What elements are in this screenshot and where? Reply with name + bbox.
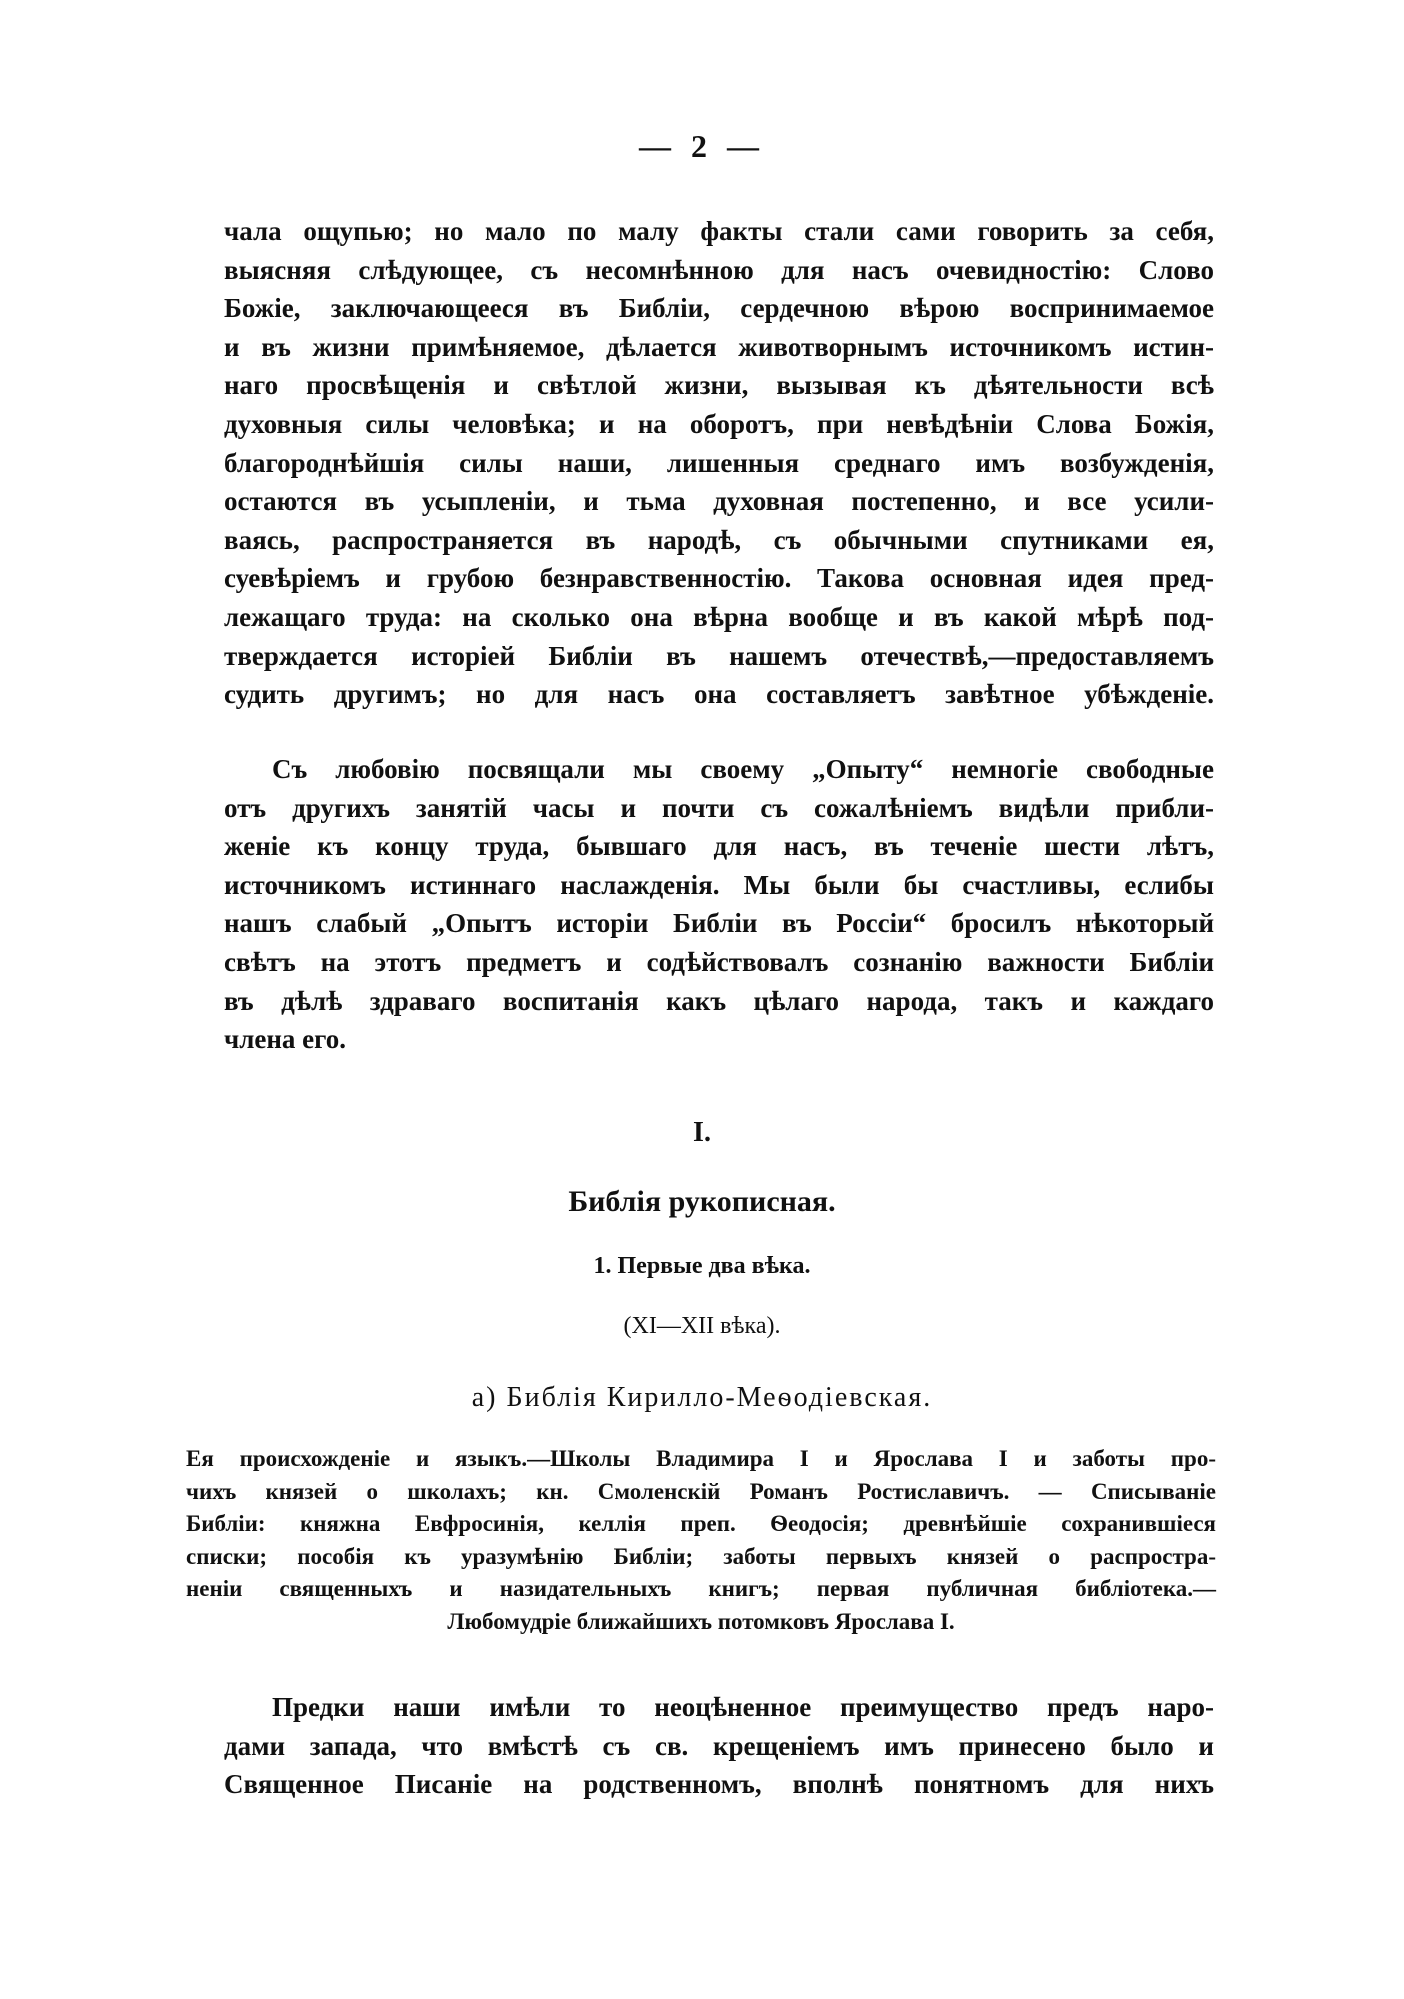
text-line: духовныя силы человѣка; и на оборотъ, при невѣдѣніи Слова Божія, — [224, 408, 1214, 439]
summary-line: Ея происхожденіе и языкъ.—Школы Владимира I и Ярослава I и заботы про- — [186, 1446, 1216, 1471]
text-line: суевѣріемъ и грубою безнравственностію. Такова основная идея пред- — [224, 563, 1214, 594]
text-line: лежащаго труда: на сколько она вѣрна вообще и въ какой мѣрѣ под- — [224, 601, 1214, 632]
text-line: Божіе, заключающееся въ Библіи, сердечною вѣрою воспринимаемое — [224, 293, 1214, 324]
text-line: наго просвѣщенія и свѣтлой жизни, вызывая къ дѣятельности всѣ — [224, 370, 1214, 401]
text-line: дами запада, что вмѣстѣ съ св. крещеніемъ имъ принесено было и — [224, 1730, 1214, 1761]
text-line: въ дѣлѣ здраваго воспитанія какъ цѣлаго народа, такъ и каждаго — [224, 985, 1214, 1016]
summary-line: Любомудріе ближайшихъ потомковъ Ярослава I. — [447, 1608, 955, 1634]
page-number: — 2 — — [639, 128, 765, 164]
text-line: выясняя слѣдующее, съ несомнѣнною для насъ очевидностію: Слово — [224, 254, 1214, 285]
section-title: Библія рукописная. — [568, 1185, 836, 1218]
intro-paragraph-1 — [224, 212, 1214, 714]
summary-line: списки; пособія къ уразумѣнію Библіи; заботы первыхъ князей о распростра- — [186, 1543, 1216, 1569]
text-line: тверждается исторіей Библіи въ нашемъ отечествѣ,—предоставляемъ — [224, 640, 1214, 671]
text-line: и въ жизни примѣняемое, дѣлается животворнымъ источникомъ истин- — [224, 331, 1214, 362]
century-range: (XI—XII вѣка). — [623, 1313, 781, 1339]
text-line: свѣтъ на этотъ предметъ и содѣйствовалъ сознанію важности Библіи — [224, 946, 1214, 977]
summary-line: чихъ князей о школахъ; кн. Смоленскій Романъ Ростиславичъ. — Списываніе — [186, 1478, 1216, 1504]
text-line: чала ощупью; но мало по малу факты стали сами говорить за себя, — [224, 216, 1214, 246]
text-line: Съ любовію посвящали мы своему „Опыту“ немногіе свободные — [272, 754, 1214, 784]
text-line: ваясь, распространяется въ народѣ, съ обычными спутниками ея, — [224, 524, 1214, 555]
text-line: судить другимъ; но для насъ она составляетъ завѣтное убѣжденіе. — [224, 679, 1214, 710]
body-paragraph — [224, 1688, 1214, 1804]
chapter-summary — [186, 1443, 1216, 1639]
text-line: благороднѣйшія силы наши, лишенныя среднаго имъ возбужденія, — [224, 447, 1214, 478]
summary-line: Библіи: княжна Евфросинія, келлія преп. Ѳеодосія; древнѣйшіе сохранившіеся — [186, 1511, 1216, 1537]
text-line: нашъ слабый „Опытъ исторіи Библіи въ Россіи“ бросилъ нѣкоторый — [224, 908, 1214, 939]
summary-line: неніи священныхъ и назидательныхъ книгъ; первая публичная библіотека.— — [186, 1576, 1216, 1602]
text-line: остаются въ усыпленіи, и тьма духовная постепенно, и все усили- — [224, 486, 1214, 517]
text-line: Священное Писаніе на родственномъ, вполнѣ понятномъ для нихъ — [224, 1769, 1214, 1800]
section-number: I. — [693, 1117, 711, 1148]
text-line: отъ другихъ занятій часы и почти съ сожалѣніемъ видѣли прибли- — [224, 792, 1214, 823]
subsection-heading: а) Библія Кирилло-Меѳодіевская. — [471, 1382, 933, 1413]
chapter-subtitle: 1. Первые два вѣка. — [593, 1253, 811, 1279]
intro-paragraph-2 — [224, 750, 1214, 1059]
text-line: Предки наши имѣли то неоцѣненное преимущество предъ наро- — [272, 1692, 1214, 1722]
text-line: источникомъ истиннаго наслажденія. Мы были бы счастливы, еслибы — [224, 869, 1214, 900]
text-line: члена его. — [224, 1024, 346, 1055]
text-line: женіе къ концу труда, бывшаго для насъ, въ теченіе шести лѣтъ, — [224, 831, 1214, 862]
